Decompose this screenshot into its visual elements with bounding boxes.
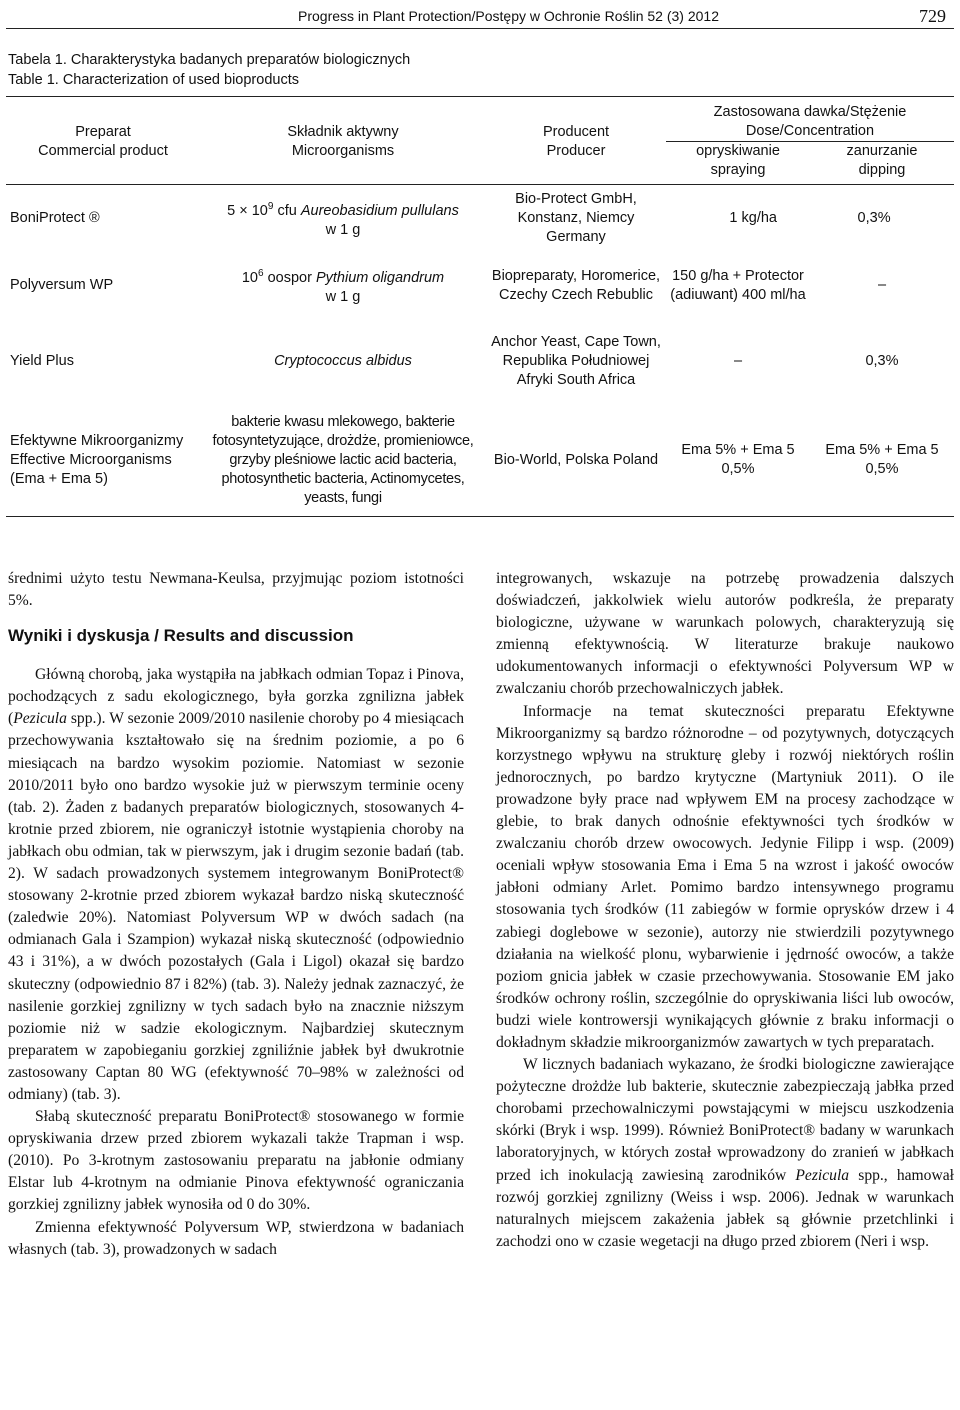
header-dose-pl: Zastosowana dawka/Stężenie	[713, 104, 907, 120]
row1-product: BoniProtect ®	[10, 210, 100, 227]
row1-active-prefix: 5 × 10	[227, 203, 268, 220]
row2-producer: Biopreparaty, Horomerice, Czechy Czech Rebublic	[491, 267, 661, 303]
row1-active-suffix: w 1 g	[325, 222, 361, 239]
row4-product: Efektywne Mikroorganizmy Effective Microorganisms (Ema + Ema 5)	[10, 432, 184, 487]
header-producer	[486, 97, 666, 185]
row2-active-species: Pythium oligandrum	[315, 269, 445, 286]
header-active-en: Microorganisms	[291, 142, 395, 159]
table-caption-pl: Tabela 1. Charakterystyka badanych preparatów biologicznych	[8, 52, 411, 68]
header-product-en: Commercial product	[38, 142, 168, 159]
text-run: Główną chorobą, jaka wystąpiła na jabłkach odmian Topaz i Pinova, pochodzących z sadu ekologicznego, była gorzka zgnilizna jabłek (	[8, 666, 464, 728]
text-run: spp., hamował rozwój gorzkiej zgnilizny (Weiss i wsp. 2006). Jednak w warunkach naturalnych miejscem zakażenia jabłek są głównie przetchlinki i zachodzi ono w czasie wegetacji na długo przed zbiorem (Neri i wsp.	[496, 1166, 954, 1250]
header-spraying	[666, 142, 810, 185]
table-row	[6, 185, 954, 253]
paragraph: Zmienna efektywność Polyversum WP, stwierdzona w badaniach własnych (tab. 3), prowadzonych w sadach	[8, 1218, 464, 1258]
paragraph: Słabą skuteczność preparatu BoniProtect® stosowanego w formie opryskiwania drzew przed zbiorem wykazali także Trapman i wsp. (2010). Po 3-krotnym zastosowaniu preparatu na jabłonie odmiany Elstar lub 4-krotnym na odmianie Pinova efektywność ograniczania gorzkiej zgnilizny jabłek wynosiła od 0 do 30%.	[8, 1108, 464, 1214]
text-run-italic: Pezicula	[795, 1166, 850, 1184]
header-dip-en: dipping	[858, 162, 906, 178]
bioproducts-table	[6, 96, 954, 517]
table-row	[6, 405, 954, 517]
header-active	[200, 97, 486, 185]
right-column	[496, 568, 954, 1253]
row2-product: Polyversum WP	[10, 277, 114, 293]
row3-dipping: 0,3%	[865, 353, 899, 369]
row2-spraying: 150 g/ha + Protector (adiuwant) 400 ml/ha	[670, 267, 806, 303]
row1-active-unit: cfu	[273, 203, 301, 220]
text-run: spp.). W sezonie 2009/2010 nasilenie choroby po 4 miesiącach przechowywania kształtowało się na średnim poziomie, a po 6 miesiącach na bardzo wysokim poziomie. Natomiast w sezonie 2010/2011 było ono bardzo wysokie już w pierwszym terminie oceny (tab. 2). Żaden z badanych preparatów biologicznych, stosowanych 4-krotnie przed zbiorem, nie ograniczył istotnie wystąpienia choroby na jabłkach obu odmian, tak w pierwszym, jak i drugim sezonie badań (tab. 2). W sadach prowadzonych systemem integrowanym BoniProtect® stosowany 2-krotnie przed zbiorem wykazał bardzo niską skuteczność (zaledwie 20%). Natomiast Polyversum WP w dwóch sadach (na odmianach Gala i Szampion) wykazał niską skuteczność (odpowiednio 43 i 31%), a w dwóch pozostałych (Gala i Ligol) okazał się bardzo skuteczny (odpowiednio 87 i 82%) (tab. 3). Należy jednak zaznaczyć, że nasilenie gorzkiej zgnilizny w tych sadach było na znacznie niższym poziomie niż w sadzie ekologicznym. Najbardziej skutecznym preparatem w zapobieganiu gorzkiej zgniliźnie jabłek był dwukrotnie zastosowany Captan 80 WG (efektywność 70–98% w zależności od odmiany) (tab. 3).	[8, 710, 464, 1103]
row1-active-exp: 9	[267, 201, 274, 213]
header-dose	[666, 97, 954, 142]
row2-dipping: –	[877, 277, 887, 293]
paragraph	[8, 664, 464, 1106]
header-dip-pl: zanurzanie	[846, 143, 918, 159]
header-active-pl: Składnik aktywny	[287, 123, 399, 140]
table-row	[6, 319, 954, 405]
header-product-pl: Preparat	[75, 123, 131, 140]
row3-active: Cryptococcus albidus	[274, 353, 412, 369]
header-dipping	[810, 142, 954, 185]
page-number: 729	[919, 6, 946, 26]
paragraph: średnimi użyto testu Newmana-Keulsa, przyjmując poziom istotności 5%.	[8, 570, 464, 610]
row4-spraying: Ema 5% + Ema 5 0,5%	[681, 442, 795, 478]
header-spray-en: spraying	[710, 162, 766, 178]
table-row	[6, 253, 954, 319]
row1-active-species: Aureobasidium pullulans	[300, 203, 459, 220]
row3-product: Yield Plus	[10, 353, 74, 369]
header-spray-pl: opryskiwanie	[696, 143, 780, 159]
paragraph	[496, 1054, 954, 1253]
row4-producer: Bio-World, Polska Poland	[493, 451, 659, 468]
row4-dipping: Ema 5% + Ema 5 0,5%	[825, 442, 939, 478]
row2-active	[200, 253, 486, 319]
text-run: W licznych badaniach wykazano, że środki biologiczne zawierające pożyteczne drożdże lub bakterie, skutecznie zabezpieczają jabłka przed chorobami przechowalniczymi powstającymi w miejscu uszkodzenia skórki (Bryk i wsp. 1999). Również BoniProtect® badany w warunkach laboratoryjnych, w których został wprowadzony do zranień w jabłkach przed ich inokulacją zawiesiną zarodników	[496, 1056, 954, 1184]
header-producer-en: Producer	[546, 142, 606, 159]
running-header	[298, 6, 960, 26]
header-producer-pl: Producent	[542, 123, 610, 140]
row4-active: bakterie kwasu mlekowego, bakterie fotosyntetyzujące, drożdże, promieniowce, grzyby pleśniowe lactic acid bacteria, photosynthetic bacteria, Actinomycetes, yeasts, fungi	[212, 413, 474, 506]
table-caption-en: Table 1. Characterization of used bioproducts	[8, 72, 299, 88]
row1-producer: Bio-Protect GmbH, Konstanz, Niemcy Germany	[515, 191, 637, 246]
left-column	[8, 568, 464, 1261]
row3-spraying: –	[733, 353, 743, 369]
row3-producer: Anchor Yeast, Cape Town, Republika Południowej Afryki South Africa	[491, 334, 661, 388]
row2-active-exp: 6	[258, 268, 264, 280]
text-run-italic: Pezicula	[13, 710, 67, 728]
paragraph: Informacje na temat skuteczności preparatu Efektywne Mikroorganizmy są bardzo różnorodne – od pozytywnych, dotyczących korzystnego wpływu na strukturę gleby i rozwój niektórych roślin jednorocznych, po bardzo krytyczne (Martyniuk 2011). O ile prowadzone były prace nad wpływem EM na procesy zachodzące w glebie, to brak danych odnośnie efektywności tych środków w zwalczaniu chorób drzew owocowych. Jedynie Filipp i wsp. (2009) oceniali wpływ stosowania Ema i Ema 5 na wzrost i jakość owoców jabłoni odmiany Arlet. Pomimo bardzo intensywnego programu stosowania tych środków (11 zabiegów w formie oprysków drzew i 4 zabiegi doglebowe w sezonie), autorzy nie stwierdzili pozytywnego działania na wielkość plonu, wybarwienie i jędrność owoców, a także poziom gnicia jabłek w czasie przechowywania. Stosowanie EM jako środków ochrony roślin, szczególnie do opryskiwania liści lub owoców, budzi wiele kontrowersji wynikających głównie z braku informacji o dokładnym składzie mikroorganizmów zawartych w tych preparatach.	[496, 702, 954, 1051]
header-rule	[6, 28, 954, 29]
row2-active-suffix: w 1 g	[325, 288, 361, 305]
section-title: Wyniki i dyskusja / Results and discussion	[8, 626, 354, 646]
row2-active-prefix: 10	[241, 269, 258, 286]
header-dose-en: Dose/Concentration	[745, 123, 875, 139]
header-product	[6, 97, 200, 185]
row2-active-unit: oospor	[263, 269, 316, 286]
row1-dose: 1 kg/ha 0,3%	[729, 210, 891, 227]
paragraph: integrowanych, wskazuje na potrzebę prowadzenia dalszych doświadczeń, jakkolwiek wielu autorów podkreśla, że preparaty biologiczne, używane w warunkach polowych, charakteryzują się zmienną efektywnością. W literaturze brakuje naukowo udokumentowanych informacji o efektywności Polyversum WP w zwalczaniu chorób przechowalniczych jabłek.	[496, 570, 954, 698]
row1-active	[200, 185, 486, 253]
journal-title: Progress in Plant Protection/Postępy w Ochronie Roślin 52 (3) 2012	[298, 8, 719, 24]
table-header-row	[6, 97, 954, 142]
